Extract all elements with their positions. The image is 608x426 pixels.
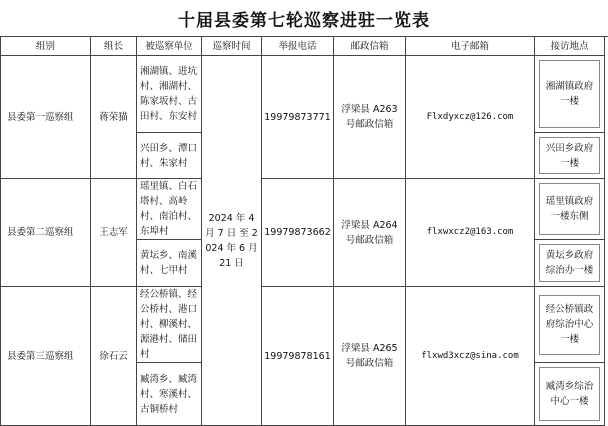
inspected-unit: 兴田乡、潭口村、朱家村: [137, 133, 202, 179]
email-address: Flxdyxcz@126.com: [406, 56, 535, 179]
header-mailbox: 邮政信箱: [334, 37, 406, 56]
postal-mailbox: 浮梁县 A263 号邮政信箱: [334, 56, 406, 179]
report-phone: 19979878161: [262, 287, 334, 426]
reception-site: 臧湾乡综治中心一楼: [539, 367, 600, 421]
reception-site: 瑶里镇政府一楼东侧: [539, 183, 600, 235]
reception-site: 兴田乡政府一楼: [539, 137, 600, 174]
inspected-unit: 经公桥镇、经公桥村、港口村、柳溪村、源港村、储田村: [137, 287, 202, 363]
email-address: flxwxcz2@163.com: [406, 179, 535, 287]
page-title: 十届县委第七轮巡察进驻一览表: [0, 0, 608, 37]
reception-site: 湘湖镇政府一楼: [539, 60, 600, 128]
header-phone: 举报电话: [262, 37, 334, 56]
table-row: [1, 179, 605, 240]
header-row: [1, 37, 605, 56]
group-leader: 蒋荣猫: [91, 56, 137, 179]
inspection-table: [0, 36, 605, 426]
group-name: 县委第三巡察组: [1, 287, 91, 426]
postal-mailbox: 浮梁县 A264 号邮政信箱: [334, 179, 406, 287]
inspected-unit: 湘湖镇、进坑村、湘湖村、陈家坂村、古田村、东安村: [137, 56, 202, 133]
reception-site: 经公桥镇政府综治中心一楼: [539, 295, 600, 355]
group-name: 县委第二巡察组: [1, 179, 91, 287]
postal-mailbox: 浮梁县 A265 号邮政信箱: [334, 287, 406, 426]
header-site: 接访地点: [535, 37, 605, 56]
header-group: 组别: [1, 37, 91, 56]
header-time: 巡察时间: [202, 37, 262, 56]
inspected-unit: 瑶里镇、白石塔村、高岭村、南泊村、东埠村: [137, 179, 202, 240]
reception-site: 黄坛乡政府综治办一楼: [539, 244, 600, 282]
header-unit: 被巡察单位: [137, 37, 202, 56]
report-phone: 19979873662: [262, 179, 334, 287]
group-name: 县委第一巡察组: [1, 56, 91, 179]
table-row: [1, 56, 605, 133]
group-leader: 徐石云: [91, 287, 137, 426]
header-email: 电子邮箱: [406, 37, 535, 56]
email-address: flxwd3xcz@sina.com: [406, 287, 535, 426]
header-leader: 组长: [91, 37, 137, 56]
inspected-unit: 臧湾乡、臧湾村、寒溪村、古铜桥村: [137, 363, 202, 426]
inspection-time: 2024 年 4 月 7 日 至 2024 年 6 月 21 日: [202, 56, 262, 426]
report-phone: 19979873771: [262, 56, 334, 179]
inspected-unit: 黄坛乡、南溪村、七甲村: [137, 240, 202, 287]
group-leader: 王志军: [91, 179, 137, 287]
table-row: [1, 287, 605, 363]
